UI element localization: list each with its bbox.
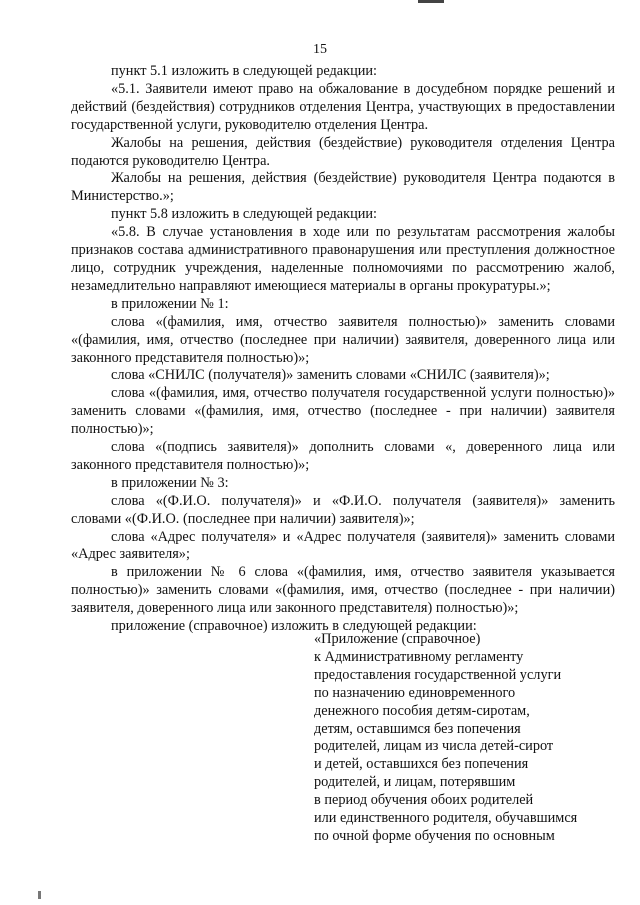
paragraph: слова «(фамилия, имя, отчество получателя государственной услуги полностью)» заменить словами «(фамилия, имя, отчество (последнее - при наличии) заявителя полностью)»; <box>71 385 615 438</box>
appendix-line: детям, оставшимся без попечения <box>314 720 521 737</box>
paragraph: слова «Адрес получателя» и «Адрес получателя (заявителя)» заменить словами «Адрес заявителя»; <box>71 528 615 563</box>
scan-mark-top <box>418 0 444 3</box>
appendix-heading-block <box>314 631 614 846</box>
paragraph: в приложении № 6 слова «(фамилия, имя, отчество заявителя указывается полностью)» заменить словами «(фамилия, имя, отчество (последнее - при наличии) заявителя, доверенного лица или законного представителя) полностью)»; <box>71 564 615 617</box>
paragraph: слова «(подпись заявителя)» дополнить словами «, доверенного лица или законного представителя полностью)»; <box>71 439 615 473</box>
paragraph: в приложении № 1: <box>111 295 229 312</box>
paragraph: приложение (справочное) изложить в следующей редакции: <box>111 618 477 635</box>
page-number: 15 <box>313 42 327 57</box>
appendix-line: и детей, оставшихся без попечения <box>314 756 529 773</box>
paragraph: слова «СНИЛС (получателя)» заменить словами «СНИЛС (заявителя)»; <box>111 367 550 384</box>
appendix-line: родителей, лицам из числа детей-сирот <box>314 738 554 755</box>
paragraph: «5.8. В случае установления в ходе или по результатам рассмотрения жалобы признаков состава административного правонарушения или преступления должностное лицо, сотрудник учреждения, наделенные полномочиями по рассмотрению жалоб, незамедлительно направляют имеющиеся материалы в органы прокуратуры.»; <box>71 224 615 294</box>
scan-mark-bottom <box>38 891 41 899</box>
appendix-line: родителей, и лицам, потерявшим <box>314 774 516 791</box>
paragraph: «5.1. Заявители имеют право на обжалование в досудебном порядке решений и действий (бездействия) сотрудников отделения Центра, участвующих в предоставлении государственной услуги, руководителю отделения Центра. <box>71 80 615 133</box>
appendix-line: «Приложение (справочное) <box>314 631 481 647</box>
appendix-line: или единственного родителя, обучавшимся <box>314 810 578 827</box>
paragraph: пункт 5.1 изложить в следующей редакции: <box>111 63 378 79</box>
appendix-line: по назначению единовременного <box>314 684 516 701</box>
appendix-line: к Административному регламенту <box>314 648 524 665</box>
paragraph: слова «(Ф.И.О. получателя)» и «Ф.И.О. получателя (заявителя)» заменить словами «(Ф.И.О. (последнее при наличии) заявителя)»; <box>71 492 615 527</box>
paragraph: Жалобы на решения, действия (бездействие) руководителя Центра подаются в Министерство.»; <box>71 170 615 205</box>
appendix-line: денежного пособия детям-сиротам, <box>314 702 530 719</box>
appendix-line: по очной форме обучения по основным <box>314 827 555 844</box>
paragraph: слова «(фамилия, имя, отчество заявителя полностью)» заменить словами «(фамилия, имя, отчество (последнее при наличии) заявителя, доверенного лица или законного представителя полностью)»; <box>71 313 615 366</box>
document-body <box>71 63 615 636</box>
paragraph: в приложении № 3: <box>111 474 229 491</box>
appendix-line: предоставления государственной услуги <box>314 666 562 683</box>
paragraph: пункт 5.8 изложить в следующей редакции: <box>111 206 378 223</box>
appendix-line: в период обучения обоих родителей <box>314 792 534 809</box>
paragraph: Жалобы на решения, действия (бездействие) руководителя отделения Центра подаются руководителю Центра. <box>71 134 615 169</box>
